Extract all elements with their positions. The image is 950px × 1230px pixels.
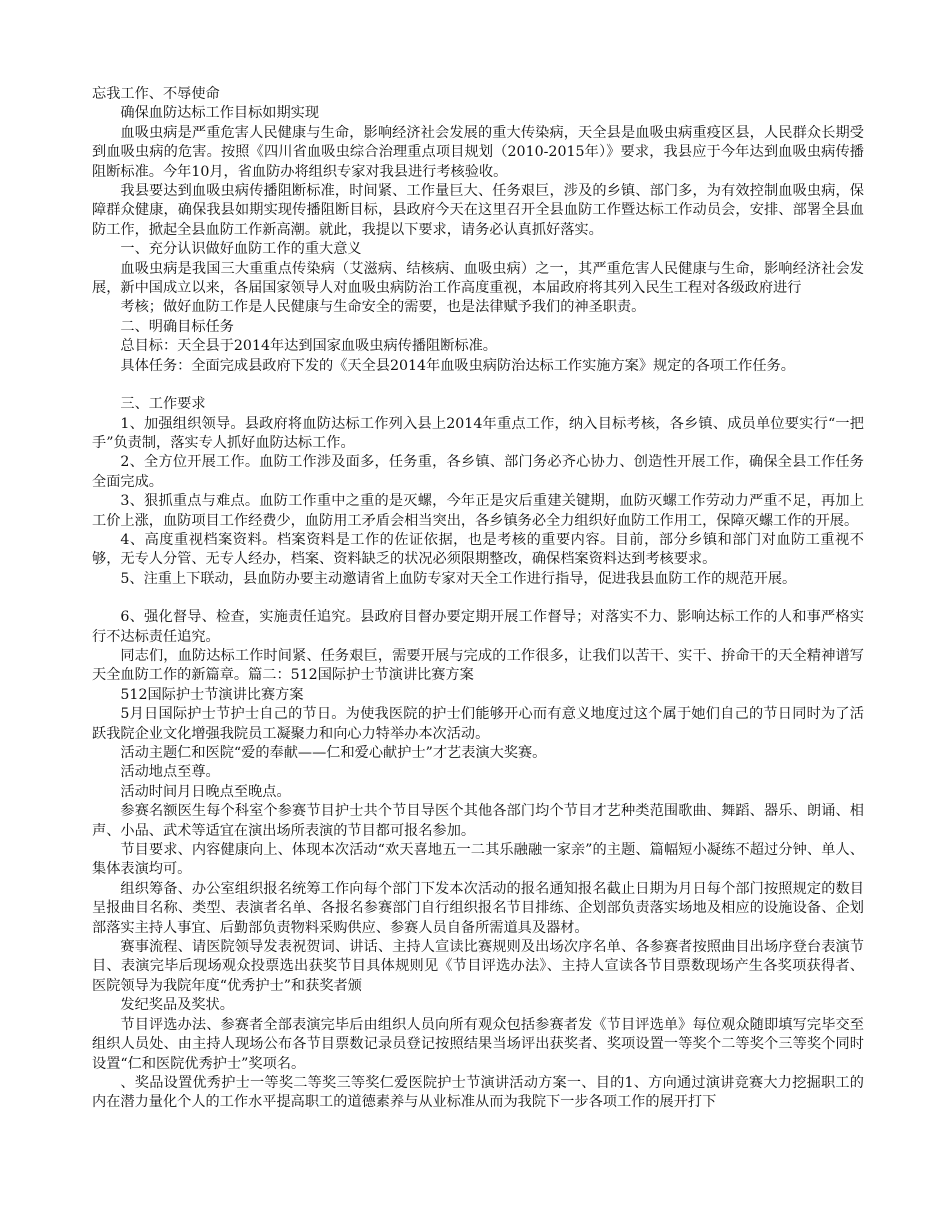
body-paragraph: 赛事流程、请医院领导发表祝贺词、讲话、主持人宣读比赛规则及出场次序名单、各参赛者按照曲目出场序登台表演节目、表演完毕后现场观众投票选出获奖节目具体规则见《节目评选办法》、主持人宣读各节目票数现场产生各奖项获得者、医院领导为我院年度“优秀护士”和获奖者颁 (92, 939, 864, 994)
body-paragraph: 活动主题仁和医院“爱的奉献——仁和爱心献护士”才艺表演大奖赛。 (120, 745, 547, 761)
list-item: 6、强化督导、检查，实施责任追究。县政府目督办要定期开展工作督导；对落实不力、影响达标工作的人和事严格实行不达标责任追究。 (92, 609, 864, 645)
list-item: 3、狠抓重点与难点。血防工作重中之重的是灭螺，今年正是灾后重建关键期，血防灭螺工作劳动力严重不足，再加上工价上涨，血防项目工作经费少，血防用工矛盾会相当突出，各乡镇务必全力组织好血防工作用工，保障灭螺工作的开展。 (92, 493, 864, 529)
body-paragraph: 5月日国际护士节护士自己的节日。为使我医院的护士们能够开心而有意义地度过这个属于她们自己的节日同时为了活跃我院企业文化增强我院员工凝聚力和向心力特举办本次活动。 (92, 706, 864, 742)
body-paragraph: 活动地点至尊。 (120, 764, 220, 781)
document-title: 忘我工作、不辱使命 (92, 86, 220, 102)
body-paragraph: 、奖品设置优秀护士一等奖二等奖三等奖仁爱医院护士节演讲活动方案一、目的1、方向通过演讲竞赛大力挖掘职工的内在潜力量化个人的工作水平提高职工的道德素养与从业标准从而为我院下一步各项工作的展开打下 (92, 1074, 864, 1111)
section-heading: 三、工作要求 (120, 396, 206, 413)
body-paragraph: 节目要求、内容健康向上、体现本次活动“欢天喜地五一二其乐融融一家亲”的主题、篇幅短小凝练不超过分钟、单人、集体表演均可。 (92, 842, 864, 878)
body-paragraph: 考核；做好血防工作是人民健康与生命安全的需要，也是法律赋予我们的神圣职责。 (120, 299, 646, 316)
document-page (92, 85, 864, 1113)
body-paragraph: 总目标：天全县于2014年达到国家血吸虫病传播阻断标准。 (120, 338, 497, 355)
body-paragraph: 具体任务：全面完成县政府下发的《天全县2014年血吸虫病防治达标工作实施方案》规定的各项工作任务。 (120, 357, 795, 374)
body-paragraph: 参赛名额医生每个科室个参赛节目护士共个节目导医个其他各部门均个节目才艺种类范围歌曲、舞蹈、器乐、朗诵、相声、小品、武术等适宜在演出场所表演的节目都可报名参加。 (92, 803, 864, 839)
closing-paragraph: 同志们，血防达标工作时间紧、任务艰巨，需要开展与完成的工作很多，让我们以苦干、实干、拚命干的天全精神谱写天全血防工作的新篇章。篇二：512国际护士节演讲比赛方案 (92, 647, 864, 684)
section-heading: 二、明确目标任务 (120, 318, 234, 335)
body-paragraph: 节目评选办法、参赛者全部表演完毕后由组织人员向所有观众包括参赛者发《节目评选单》每位观众随即填写完毕交至组织人员处、由主持人现场公布各节目票数记录员登记按照结果当场评出获奖者、奖项设置一等奖个二等奖个三等奖个同时设置“仁和医院优秀护士”奖项名。 (92, 1016, 864, 1072)
section-heading: 512国际护士节演讲比赛方案 (120, 686, 304, 703)
body-paragraph: 发纪奖品及奖状。 (120, 997, 234, 1014)
body-paragraph: 血吸虫病是我国三大重重点传染病（艾滋病、结核病、血吸虫病）之一，其严重危害人民健康与生命，影响经济社会发展，新中国成立以来，各届国家领导人对血吸虫病防治工作高度重视，本届政府将其列入民生工程对各级政府进行 (92, 260, 864, 297)
document-subtitle: 确保血防达标工作目标如期实现 (120, 105, 320, 122)
list-item: 1、加强组织领导。县政府将血防达标工作列入县上2014年重点工作，纳入目标考核，各乡镇、成员单位要实行“一把手”负责制，落实专人抓好血防达标工作。 (92, 415, 864, 451)
intro-paragraph: 血吸虫病是严重危害人民健康与生命，影响经济社会发展的重大传染病，天全县是血吸虫病重疫区县，人民群众长期受到血吸虫病的危害。按照《四川省血吸虫综合治理重点项目规划（2010-2015年）》要求，我县应于今年达到血吸虫病传播阻断标准。今年10月，省血防办将组织专家对我县进行考核验收。 (92, 124, 864, 180)
list-item: 2、全方位开展工作。血防工作涉及面多，任务重，各乡镇、部门务必齐心协力、创造性开展工作，确保全县工作任务全面完成。 (92, 454, 864, 490)
section-heading: 一、充分认识做好血防工作的重大意义 (120, 241, 362, 258)
body-paragraph: 组织筹备、办公室组织报名统筹工作向每个部门下发本次活动的报名通知报名截止日期为月日每个部门按照规定的数目呈报曲目名称、类型、表演者名单、各报名参赛部门自行组织报名节目排练、企划部负责落实场地及相应的设施设备、企划部落实主持人事宜、后勤部负责物料采购供应、参赛人员自备所需道具及器材。 (92, 880, 864, 936)
list-item: 4、高度重视档案资料。档案资料是工作的佐证依据，也是考核的重要内容。目前，部分乡镇和部门对血防工重视不够，无专人分管、无专人经办，档案、资料缺乏的状况必须限期整改，确保档案资料达到考核要求。 (92, 531, 864, 568)
intro-paragraph: 我县要达到血吸虫病传播阻断标准，时间紧、工作量巨大、任务艰巨，涉及的乡镇、部门多，为有效控制血吸虫病，保障群众健康，确保我县如期实现传播阻断目标，县政府今天在这里召开全县血防工作暨达标工作动员会，安排、部署全县血防工作，掀起全县血防工作新高潮。就此，我提以下要求，请务必认真抓好落实。 (92, 183, 864, 238)
body-paragraph: 活动时间月日晚点至晚点。 (120, 783, 291, 800)
list-item: 5、注重上下联动，县血防办要主动邀请省上血防专家对天全工作进行指导，促进我县血防工作的规范开展。 (120, 570, 797, 587)
